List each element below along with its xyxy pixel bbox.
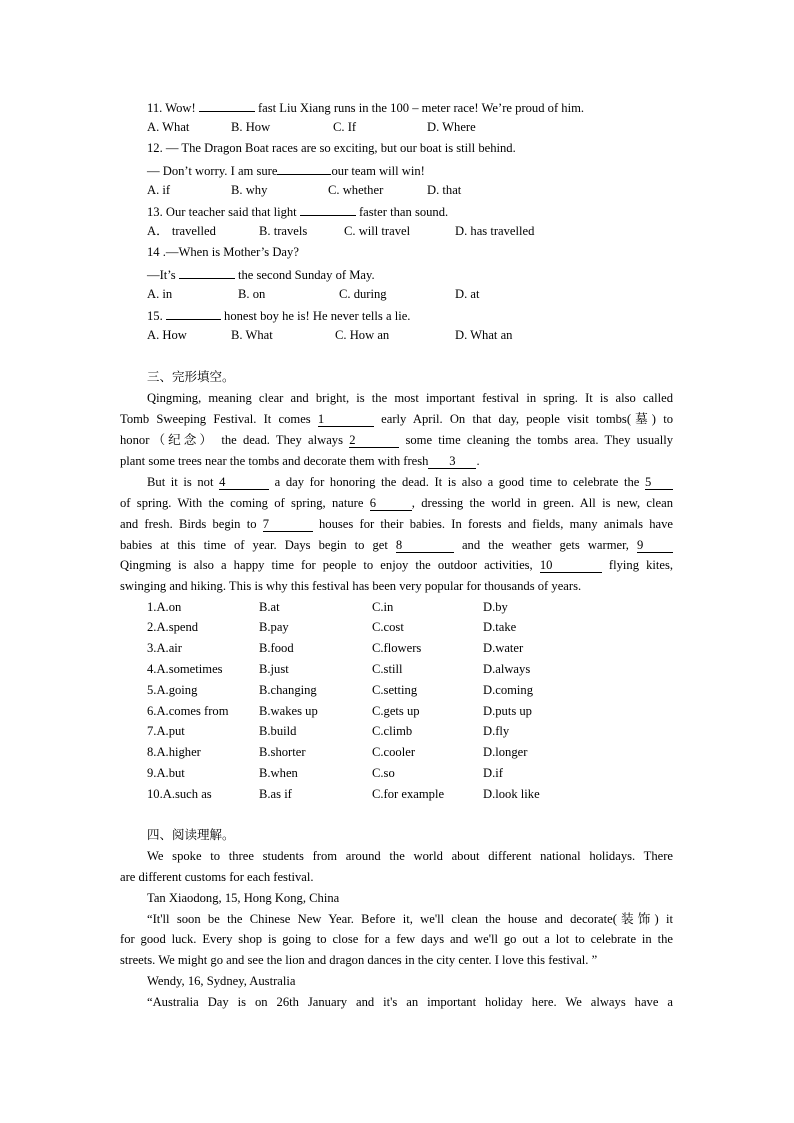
- text-run: But it is not: [147, 475, 214, 489]
- q12-blank[interactable]: [277, 161, 331, 175]
- text-run: a day for honoring the dead. It is also a good time to celebrate the: [274, 475, 640, 489]
- question-14: 14 .—When is Mother’s Day?: [147, 245, 299, 259]
- cloze-option-d[interactable]: D.take: [483, 620, 517, 634]
- text-run: and the weather gets warmer,: [461, 538, 629, 552]
- text-run: and fresh. Birds begin to: [120, 517, 257, 531]
- cloze-option-b[interactable]: B.wakes up: [259, 704, 318, 718]
- text-run: babies at this time of year. Days begin to get: [120, 538, 388, 552]
- cloze-option-a[interactable]: 4.A.sometimes: [147, 662, 223, 676]
- q12-option-c[interactable]: C. whether: [328, 183, 384, 197]
- cloze-blank-9[interactable]: 9: [637, 538, 673, 553]
- cloze-blank-5[interactable]: 5: [645, 475, 673, 490]
- reading-heading: 四、阅读理解。: [147, 827, 235, 842]
- q14-option-b[interactable]: B. on: [238, 287, 266, 301]
- cloze-blank-2[interactable]: 2: [349, 433, 399, 448]
- text-run: houses for their babies. In forests and fields, many animals have: [318, 517, 673, 531]
- q15-option-d[interactable]: D. What an: [455, 328, 513, 342]
- cloze-option-c[interactable]: C.setting: [372, 683, 418, 697]
- student-1-line3: streets. We might go and see the lion and dragon dances in the city center. I love this festival. ”: [120, 953, 598, 967]
- text-run: Qingming is also a happy time for people to enjoy the outdoor activities,: [120, 558, 533, 572]
- cloze-p2-line6: swinging and hiking. This is why this festival has been very popular for thousands of years.: [120, 579, 582, 593]
- q15-option-a[interactable]: A. How: [147, 328, 187, 342]
- student-2-line1: “Australia Day is on 26th January and it's an important holiday here. We always have a: [147, 995, 673, 1009]
- cloze-blank-8[interactable]: 8: [396, 538, 454, 553]
- q12-prefix: — Don’t worry. I am sure: [147, 164, 278, 178]
- q13-suffix: faster than sound.: [355, 205, 449, 219]
- cloze-p1-line2: [120, 411, 673, 427]
- cloze-blank-6[interactable]: 6: [370, 496, 412, 511]
- cloze-option-c[interactable]: C.climb: [372, 724, 413, 738]
- cloze-option-d[interactable]: D.look like: [483, 787, 540, 801]
- text-run: of spring. With the coming of spring, nature: [120, 496, 364, 510]
- cloze-option-row: [147, 744, 607, 760]
- cloze-option-d[interactable]: D.puts up: [483, 704, 532, 718]
- cloze-option-d[interactable]: D.fly: [483, 724, 510, 738]
- cloze-option-b[interactable]: B.food: [259, 641, 294, 655]
- cloze-option-row: [147, 661, 607, 677]
- cloze-blank-1[interactable]: 1: [318, 412, 374, 427]
- reading-intro-line2: are different customs for each festival.: [120, 870, 314, 884]
- q14-prefix: —It’s: [147, 268, 179, 282]
- cloze-option-row: [147, 703, 607, 719]
- cloze-option-d[interactable]: D.water: [483, 641, 524, 655]
- cloze-option-a[interactable]: 2.A.spend: [147, 620, 199, 634]
- student-1-name: Tan Xiaodong, 15, Hong Kong, China: [147, 891, 340, 905]
- cloze-option-a[interactable]: 7.A.put: [147, 724, 185, 738]
- q11-option-a[interactable]: A. What: [147, 120, 190, 134]
- cloze-p1-line4: [120, 453, 480, 469]
- cloze-option-row: [147, 640, 607, 656]
- cloze-option-row: [147, 619, 607, 635]
- cloze-option-d[interactable]: D.if: [483, 766, 503, 780]
- cloze-option-d[interactable]: D.coming: [483, 683, 534, 697]
- cloze-p2-line3: [120, 516, 673, 532]
- q13-prefix: 13. Our teacher said that light: [147, 205, 300, 219]
- text-run: honor（纪念） the dead. They always: [120, 433, 343, 447]
- cloze-p1-line3: [120, 432, 673, 448]
- question-12-reply: [147, 161, 425, 179]
- question-15: [147, 306, 410, 324]
- q11-option-c[interactable]: C. If: [333, 120, 357, 134]
- student-1-line2: for good luck. Every shop is going to close for a few days and we'll go out a lot to celebrate in the: [120, 932, 673, 946]
- cloze-option-d[interactable]: D.longer: [483, 745, 528, 759]
- q15-blank[interactable]: [166, 306, 221, 320]
- q11-option-d[interactable]: D. Where: [427, 120, 476, 134]
- cloze-option-b[interactable]: B.at: [259, 600, 280, 614]
- cloze-p2-line5: [120, 557, 673, 573]
- q13-option-b[interactable]: B. travels: [259, 224, 308, 238]
- question-12: 12. — The Dragon Boat races are so exciting, but our boat is still behind.: [147, 141, 516, 155]
- cloze-p2-line2: [120, 495, 673, 511]
- reading-intro-line1: We spoke to three students from around the world about different national holidays. There: [147, 849, 673, 863]
- q12-option-d[interactable]: D. that: [427, 183, 462, 197]
- cloze-blank-4[interactable]: 4: [219, 475, 269, 490]
- question-11: [147, 98, 584, 116]
- cloze-option-row: [147, 786, 607, 802]
- cloze-option-c[interactable]: C.in: [372, 600, 394, 614]
- cloze-option-d[interactable]: D.always: [483, 662, 531, 676]
- question-14-reply: [147, 265, 375, 283]
- student-2-name: Wendy, 16, Sydney, Australia: [147, 974, 296, 988]
- q11-option-b[interactable]: B. How: [231, 120, 271, 134]
- cloze-option-c[interactable]: C.gets up: [372, 704, 420, 718]
- cloze-option-row: [147, 682, 607, 698]
- question-13: [147, 202, 448, 220]
- cloze-option-d[interactable]: D.by: [483, 600, 508, 614]
- cloze-option-b[interactable]: B.just: [259, 662, 289, 676]
- text-run: plant some trees near the tombs and decorate them with fresh: [120, 454, 429, 468]
- q13-blank[interactable]: [300, 202, 356, 216]
- q11-blank[interactable]: [199, 98, 255, 112]
- cloze-option-a[interactable]: 9.A.but: [147, 766, 185, 780]
- cloze-option-b[interactable]: B.shorter: [259, 745, 306, 759]
- text-run: flying kites,: [608, 558, 674, 572]
- cloze-option-a[interactable]: 5.A.going: [147, 683, 198, 697]
- cloze-option-row: [147, 599, 607, 615]
- text-run: Tomb Sweeping Festival. It comes: [120, 412, 311, 426]
- q11-suffix: fast Liu Xiang runs in the 100 – meter race! We’re proud of him.: [254, 101, 585, 115]
- cloze-option-a[interactable]: 1.A.on: [147, 600, 182, 614]
- text-run: early April. On that day, people visit tombs(墓) to: [381, 412, 673, 426]
- cloze-blank-3[interactable]: 3: [428, 454, 476, 469]
- cloze-p2-line1: [147, 474, 673, 490]
- q14-option-c[interactable]: C. during: [339, 287, 387, 301]
- cloze-option-b[interactable]: B.as if: [259, 787, 292, 801]
- cloze-option-a[interactable]: 10.A.such as: [147, 787, 212, 801]
- cloze-option-c[interactable]: C.flowers: [372, 641, 422, 655]
- cloze-p1-line1: Qingming, meaning clear and bright, is the most important festival in spring. It is also called: [147, 391, 673, 405]
- cloze-option-row: [147, 765, 607, 781]
- q13-option-d[interactable]: D. has travelled: [455, 224, 535, 238]
- cloze-option-c[interactable]: C.cost: [372, 620, 404, 634]
- q13-option-a[interactable]: A． travelled: [147, 224, 216, 238]
- q14-suffix: the second Sunday of May.: [234, 268, 375, 282]
- cloze-blank-10[interactable]: 10: [540, 558, 602, 573]
- q11-prefix: 11. Wow!: [147, 101, 199, 115]
- q15-prefix: 15.: [147, 309, 166, 323]
- cloze-p2-line4: [120, 537, 673, 553]
- q12-option-b[interactable]: B. why: [231, 183, 268, 197]
- text-run: .: [476, 454, 480, 468]
- q15-suffix: honest boy he is! He never tells a lie.: [220, 309, 411, 323]
- cloze-option-b[interactable]: B.pay: [259, 620, 289, 634]
- cloze-option-row: [147, 723, 607, 739]
- cloze-option-c[interactable]: C.so: [372, 766, 395, 780]
- cloze-option-c[interactable]: C.for example: [372, 787, 445, 801]
- cloze-option-a[interactable]: 6.A.comes from: [147, 704, 229, 718]
- q13-option-c[interactable]: C. will travel: [344, 224, 411, 238]
- cloze-blank-7[interactable]: 7: [263, 517, 313, 532]
- cloze-option-b[interactable]: B.build: [259, 724, 297, 738]
- student-1-line1: “It'll soon be the Chinese New Year. Before it, we'll clean the house and decorate(装饰) it: [147, 912, 673, 926]
- cloze-option-b[interactable]: B.changing: [259, 683, 317, 697]
- text-run: , dressing the world in green. All is new, clean: [411, 496, 673, 510]
- q14-option-d[interactable]: D. at: [455, 287, 480, 301]
- cloze-heading: 三、完形填空。: [147, 369, 235, 384]
- cloze-option-a[interactable]: 8.A.higher: [147, 745, 201, 759]
- q14-option-a[interactable]: A. in: [147, 287, 173, 301]
- q12-suffix: our team will win!: [331, 164, 425, 178]
- cloze-option-c[interactable]: C.cooler: [372, 745, 416, 759]
- q12-option-a[interactable]: A. if: [147, 183, 171, 197]
- q15-option-c[interactable]: C. How an: [335, 328, 390, 342]
- q14-blank[interactable]: [179, 265, 235, 279]
- cloze-option-c[interactable]: C.still: [372, 662, 403, 676]
- cloze-option-a[interactable]: 3.A.air: [147, 641, 182, 655]
- cloze-option-b[interactable]: B.when: [259, 766, 298, 780]
- q15-option-b[interactable]: B. What: [231, 328, 273, 342]
- text-run: some time cleaning the tombs area. They usually: [405, 433, 673, 447]
